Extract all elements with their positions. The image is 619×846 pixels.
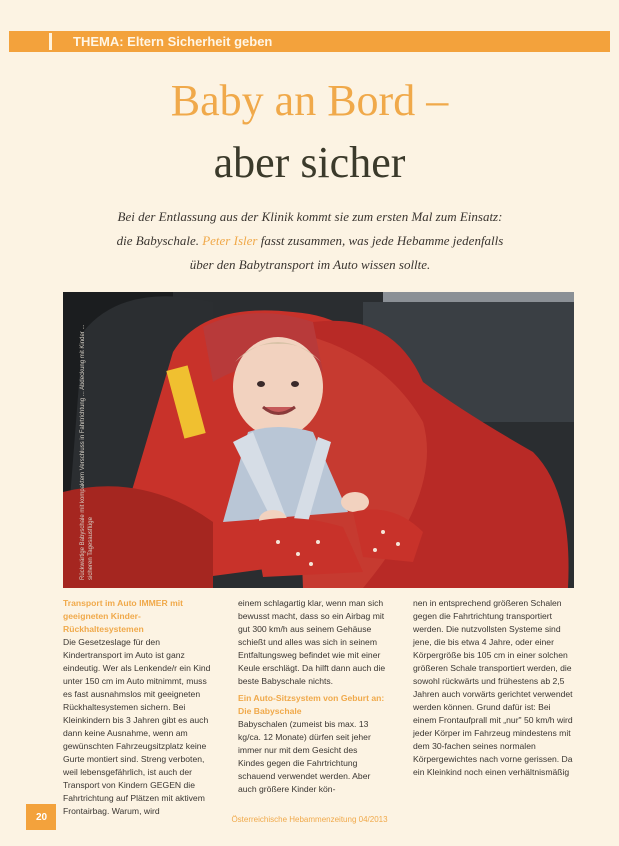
- lead-part-3: fasst zusammen, was jede Hebamme jedenfalls: [260, 233, 504, 248]
- column-2-body-2: Babyschalen (zumeist bis max. 13 kg/ca. 12 Monate) dürfen seit jeher immer nur mit dem Gesicht des Kindes gegen die Fahrtrichtung schauend verwendet werden. Aber auch größere Kinder kön-: [238, 719, 371, 794]
- column-3: [413, 597, 575, 779]
- header-marker: [49, 33, 52, 50]
- column-2-heading: Ein Auto-Sitzsystem von Geburt an: Die Babyschale: [238, 693, 385, 716]
- column-1-heading: Transport im Auto IMMER mit geeigneten Kinder-Rückhaltesystemen: [63, 598, 183, 634]
- lead-paragraph: [80, 205, 540, 277]
- baby-car-seat-photo: [63, 292, 574, 588]
- column-2: [238, 597, 386, 796]
- headline-line-1: Baby an Bord –: [170, 76, 449, 125]
- headline-line-2: aber sicher: [213, 138, 406, 187]
- lead-part-2: die Babyschale.: [116, 233, 199, 248]
- section-kicker: THEMA: Eltern Sicherheit geben: [73, 34, 273, 49]
- column-1: [63, 597, 211, 818]
- column-1-body: Die Gesetzeslage für den Kindertransport im Auto ist ganz eindeutig. Wer als Lenkende/r ein Kind unter 150 cm im Auto mitnimmt, muss es fast ausnahmslos mit geeigneten Rückhaltesystemen sichern. Bei Kleinkindern bis 3 Jahren gibt es auch dann keine Ausnahme, wenn am gewünschten Fahrzeugsitzplatz keine Gurte montiert sind. Streng verboten, weil lebensgefährlich, ist auch der Transport von Kindern GEGEN die Fahrtrichtung auf Plätzen mit aktivem Frontairbag. Warum, wird: [63, 637, 211, 816]
- photo-caption: Rückwärtige Babyschale mit kompaktem Verschluss in Fahrtrichtung ... Abdeckung mit Kinder ... sicheren Tagesausflüge: [80, 324, 94, 580]
- column-3-body: nen in entsprechend größeren Schalen gegen die Fahrtrichtung transportiert werden. Die nutzvollsten Systeme sind jene, die bis etwa 4 Jahre, oder einer Körpergröße bis 105 cm in einer solchen größeren Schale transportiert werden, die sowohl rückwärts und frühestens ab 2,5 Jahren auch vorwärts gerichtet verwendet werden können. Grund dafür ist: Bei einem Frontaufprall mit „nur" 50 km/h wird jeder Körper im Fahrzeug mindestens mit dem 30-fachen seines normalen Körpergewichtes nach vorne gerissen. Da ein Kleinkind noch einen verhältnismäßig: [413, 598, 573, 777]
- lead-part-1: Bei der Entlassung aus der Klinik kommt sie zum ersten Mal zum Einsatz:: [117, 209, 503, 224]
- page-number: 20: [36, 812, 48, 823]
- journal-footer: Österreichische Hebammenzeitung 04/2013: [231, 815, 388, 824]
- lead-part-4: über den Babytransport im Auto wissen sollte.: [189, 257, 431, 272]
- section-header-bar: [9, 31, 610, 52]
- author-name: Peter Isler: [202, 233, 258, 248]
- column-2-body-1: einem schlagartig klar, wenn man sich bewusst macht, dass so ein Airbag mit gut 300 km/h aus seinem Gehäuse schießt und alles was sich in seinem Entfaltungsweg befindet wie mit einer Keule erschlägt. Da hilft dann auch die beste Babyschale nichts.: [238, 598, 386, 686]
